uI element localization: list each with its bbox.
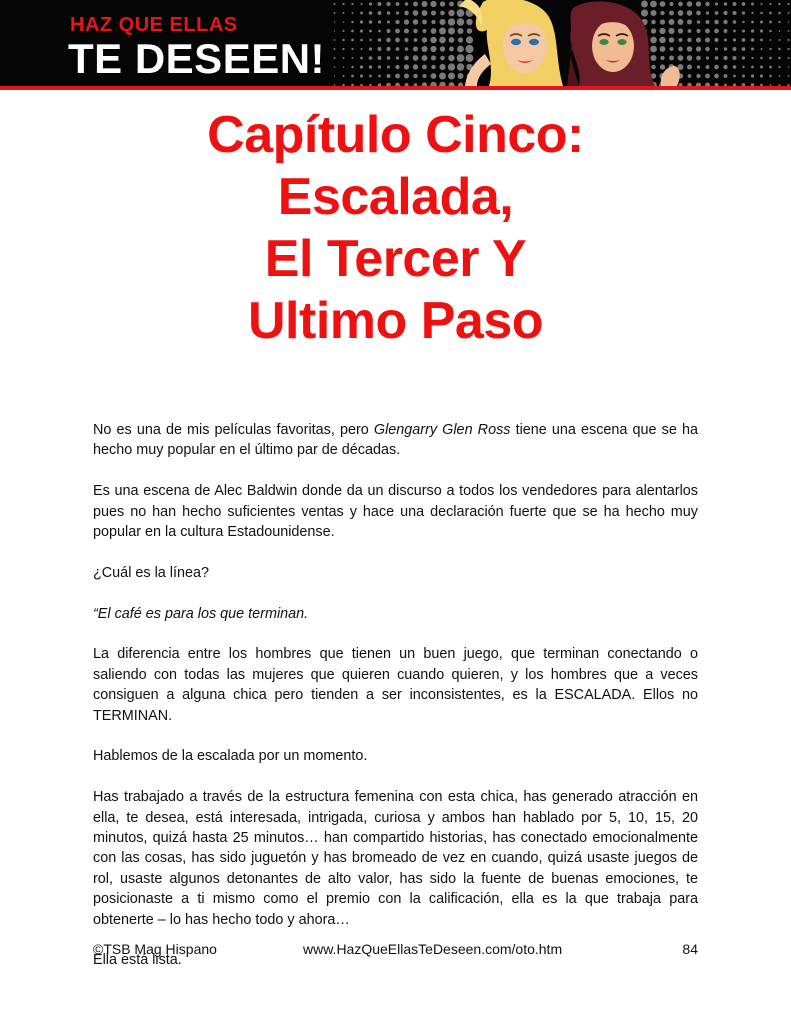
- paragraph-structure: Has trabajado a través de la estructura femenina con esta chica, has generado atracción en ella, te desea, está interesada, intrigada, curiosa y ambos han hablado por 5, 10, 15, 20 minutos, quizá hasta 25 minutos… han compartido historias, has conectado emocionalmente con las cosas, has sido juguetón y has bromeado de vez en cuando, quizá usaste juegos de rol, usaste algunos detonantes de alto valor, has sido la fuente de buenas emociones, te posicionaste a ti mismo como el premio con la calificación, ella es la que trabaja para obtenerte – lo has hecho todo y ahora…: [93, 789, 698, 928]
- header-red-divider: [0, 86, 791, 90]
- logo-line-1: HAZ QUE ELLAS: [70, 14, 238, 36]
- paragraph-quote: [93, 604, 698, 624]
- chapter-title: [0, 104, 791, 352]
- page-number: 84: [682, 941, 698, 957]
- paragraph-escalation-intro: Hablemos de la escalada por un momento.: [93, 748, 368, 765]
- chapter-body: [93, 420, 698, 991]
- chapter-title-line: El Tercer Y: [264, 230, 527, 288]
- paragraph-intro: [93, 420, 698, 461]
- footer-copyright: ©TSB Mag Hispano: [93, 941, 217, 957]
- paragraph-difference: La diferencia entre los hombres que tienen un buen juego, que terminan conectando o saliendo con todas las mujeres que quieren cuando quieren, y los hombres que a veces consiguen a alguna chica pero tienden a ser inconsistentes, es la ESCALADA. Ellos no TERMINAN.: [93, 646, 698, 724]
- paragraph-ready: Ella está lista.: [93, 952, 182, 969]
- paragraph-intro-after: tiene una escena que se ha hecho muy popular en el último par de décadas.: [93, 422, 698, 459]
- chapter-title-line: Ultimo Paso: [248, 292, 543, 350]
- movie-title: Glengarry Glen Ross: [373, 422, 511, 438]
- footer-url: www.HazQueEllasTeDeseen.com/oto.htm: [303, 941, 563, 957]
- header-banner: [0, 0, 791, 86]
- paragraph-question: ¿Cuál es la línea?: [93, 564, 209, 581]
- cartoon-women-illustration: [455, 0, 705, 86]
- chapter-title-line: Capítulo Cinco:: [207, 106, 584, 164]
- quote-text: “El café es para los que terminan.: [93, 605, 309, 622]
- paragraph-intro-before: No es una de mis películas favoritas, pero: [93, 422, 374, 438]
- chapter-title-line: Escalada,: [277, 168, 514, 226]
- paragraph-scene: Es una escena de Alec Baldwin donde da un discurso a todos los vendedores para alentarlos pues no han hecho suficientes ventas y hace una declaración fuerte que se ha hecho muy popular en la cultura Estadounidense.: [93, 483, 698, 541]
- page-footer: [93, 941, 698, 961]
- logo-line-2: TE DESEEN!: [68, 35, 326, 82]
